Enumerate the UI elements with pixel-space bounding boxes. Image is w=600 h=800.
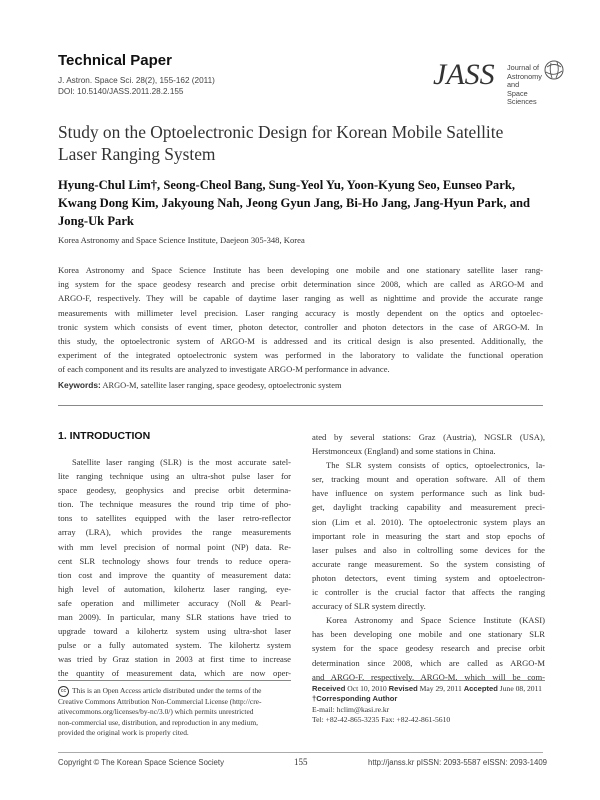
abstract-line: ing system for the space geodesy research and precise orbit determination since 2008, which are called as ARGO-M and: [58, 279, 543, 290]
journal-name-line: Space Sciences: [507, 88, 537, 107]
abstract-line: experiment of the integrated optoelectronic system was performed in the laboratory to validate the functional operation: [58, 350, 543, 361]
body-line: get, daylight tracking capability and measurement preci-: [312, 502, 545, 513]
right-column: [312, 430, 545, 684]
footer-copyright: Copyright © The Korean Space Science Society: [58, 758, 224, 767]
body-line: lite ranging technique using an ultra-shot pulse laser for: [58, 471, 291, 482]
left-column: [58, 455, 291, 681]
abstract-line: this study, the optoelectronic system of ARGO-M is addressed and its critical design is also presented. Additionally, the: [58, 336, 543, 347]
body-line: with mm level precision of normal point (NP) data. Re-: [58, 541, 291, 552]
journal-abbrev: JASS: [433, 58, 495, 91]
body-line: system for the space geodesy research and precise orbit: [312, 643, 545, 654]
page-number: 155: [294, 757, 308, 767]
journal-name: [507, 64, 542, 107]
creative-commons-icon: cc: [58, 686, 69, 697]
body-line: ic controller is the crucial factor that affects the ranging: [312, 587, 545, 598]
oa-line: This is an Open Access article distributed under the terms of the: [72, 686, 262, 696]
authors-line: Kwang Dong Kim, Jakyoung Nah, Jeong Gyun Jang, Bi-Ho Jang, Jang-Hyun Park, and: [58, 196, 531, 210]
body-line: accurate range measurement. So the system consisting of: [312, 558, 545, 569]
keywords: [58, 380, 341, 390]
corresponding-phone: Tel: +82-42-865-3235 Fax: +82-42-861-5610: [312, 715, 451, 725]
body-line: Satellite laser ranging (SLR) is the most accurate satel-: [72, 457, 291, 467]
body-line: the quantity of measurement data, which are now oper-: [58, 668, 291, 679]
divider: [58, 680, 291, 681]
doi: DOI: 10.5140/JASS.2011.28.2.155: [58, 87, 184, 96]
body-line: tons to satellites equipped with the laser retro-reflector: [58, 513, 291, 524]
corresponding-label: †Corresponding Author: [312, 694, 398, 704]
received-label: Received: [312, 684, 346, 693]
divider: [312, 680, 545, 681]
body-line: safe operation and millimeter accuracy (Noll & Pearl-: [58, 597, 291, 608]
oa-line: ativecommons.org/licenses/by-nc/3.0/) which permits unrestricted: [58, 707, 254, 717]
body-line: photon detectors, event timing system and optoelectron-: [312, 572, 545, 583]
journal-name-line: Astronomy and: [507, 71, 542, 90]
article-type: Technical Paper: [58, 52, 172, 69]
body-line: has been developing one mobile and one stationary SLR: [312, 629, 545, 640]
body-line: high level of automation, kilohertz laser ranging, eye-: [58, 583, 291, 594]
body-line: accuracy of SLR system directly.: [312, 601, 426, 612]
corresponding-email[interactable]: E-mail: hclim@kasi.re.kr: [312, 704, 390, 714]
accepted-label: Accepted: [463, 684, 498, 693]
footer-url-issn[interactable]: http://janss.kr pISSN: 2093-5587 eISSN: 2093-1409: [368, 758, 548, 767]
body-line: and ARGO-F, respectively. ARGO-M, which will be com-: [312, 671, 545, 682]
authors-line: Hyung-Chul Lim†, Seong-Cheol Bang, Sung-Yeol Yu, Yoon-Kyung Seo, Eunseo Park,: [58, 178, 515, 192]
authors-line: Jong-Uk Park: [58, 214, 134, 228]
title-line: Study on the Optoelectronic Design for Korean Mobile Satellite: [58, 122, 504, 142]
body-line: pulse or a fully automated system. The kilohertz system: [58, 640, 291, 651]
body-line: Herstmonceux (England) and some stations in China.: [312, 446, 496, 457]
abstract-line: of each component and its results are analyzed to investigate ARGO-M performance in advance.: [58, 364, 390, 375]
affiliation: Korea Astronomy and Space Science Institute, Daejeon 305-348, Korea: [58, 235, 305, 245]
paper-title: [58, 121, 558, 165]
oa-line: provided the original work is properly cited.: [58, 728, 189, 738]
keywords-list: ARGO-M, satellite laser ranging, space geodesy, optoelectronic system: [102, 381, 342, 390]
oa-line: non-commercial use, distribution, and reproduction in any medium,: [58, 717, 258, 727]
revised-date: May 29, 2011: [419, 684, 462, 693]
body-line: Korea Astronomy and Space Science Institute (KASI): [326, 615, 545, 626]
abstract-line: tronic system which consists of event timer, photon detector, controller and photon detectors in the case of ARGO-M. In: [58, 321, 543, 332]
oa-line: Creative Commons Attribution Non-Commercial License (http://cre-: [58, 697, 262, 706]
accepted-date: June 08, 2011: [499, 684, 542, 693]
keywords-label: Keywords:: [58, 380, 101, 390]
body-line: upgrade toward a kilohertz system using ultra-shot laser: [58, 626, 291, 637]
body-line: important role in measuring the start and stop epochs of: [312, 530, 545, 541]
revised-label: Revised: [388, 684, 418, 693]
divider: [58, 405, 543, 406]
received-date: Oct 10, 2010: [347, 684, 387, 693]
body-line: have influence on system performance such as link bud-: [312, 488, 545, 499]
body-line: sion (Lim et al. 2010). The optoelectronic system plays an: [312, 516, 545, 527]
body-line: array (LRA), which provides the range measurements: [58, 527, 291, 538]
abstract-line: ARGO-F, respectively. They will be capable of daytime laser ranging as well as nighttime and provide the accurate range: [58, 293, 543, 304]
footer-divider: [58, 752, 543, 753]
authors: [58, 176, 548, 230]
journal-name-line: Journal of: [507, 63, 540, 72]
body-line: was tried by Graz station in 2003 at first time to increase: [58, 654, 291, 665]
body-line: man 2009). In particular, many SLR stations have tried to: [58, 612, 291, 623]
abstract-line: Korea Astronomy and Space Science Institute has been developing one mobile and one stationary satellite laser rang-: [58, 265, 543, 275]
abstract: [58, 263, 543, 377]
body-line: ser, tracking mount and operation software. All of them: [312, 474, 545, 485]
body-line: tion cost and improve the quantity of measurement data:: [58, 569, 291, 580]
body-line: determination since 2008, which are called as ARGO-M: [312, 657, 545, 668]
abstract-line: measurements with millimeter level precision. Laser ranging accuracy is mostly dependent on the optics and optoelec-: [58, 307, 543, 318]
citation: J. Astron. Space Sci. 28(2), 155-162 (2011): [58, 76, 215, 85]
body-line: cent SLR technology shows four trends to reduce opera-: [58, 555, 291, 566]
body-line: The SLR system consists of optics, optoelectronics, la-: [326, 460, 545, 471]
globe-icon: [543, 59, 565, 81]
section-heading: 1. INTRODUCTION: [58, 430, 151, 442]
body-line: ated by several stations: Graz (Austria), NGSLR (USA),: [312, 432, 545, 442]
body-line: space geodesy, geophysics and precise orbit determina-: [58, 485, 291, 496]
article-history: [312, 684, 552, 726]
citation-block: [58, 75, 215, 97]
body-line: laser pulses and also in coltrolling some devices for the: [312, 544, 545, 555]
open-access-note: [58, 686, 298, 739]
body-line: tion. The technique measures the round trip time of pho-: [58, 499, 291, 510]
title-line: Laser Ranging System: [58, 144, 216, 164]
